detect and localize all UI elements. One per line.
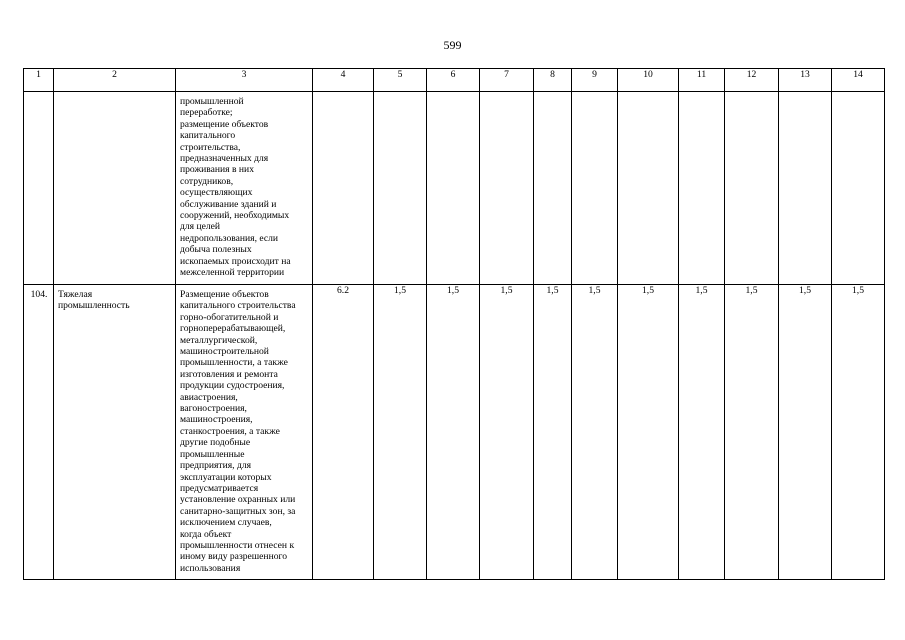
text-line: промышленности отнесен к (180, 539, 295, 551)
column-header: 13 (779, 69, 832, 92)
table-cell (54, 92, 176, 285)
text-line: строительства, (180, 141, 241, 153)
table-row-continuation (24, 92, 885, 285)
value-cell: 1,5 (374, 285, 427, 580)
column-header: 1 (24, 69, 54, 92)
column-header: 7 (480, 69, 534, 92)
table-cell (480, 92, 534, 285)
text-line: Размещение объектов (180, 289, 269, 300)
value-cell: 1,5 (534, 285, 572, 580)
table-cell (618, 92, 679, 285)
value-cell: 1,5 (679, 285, 725, 580)
column-header: 8 (534, 69, 572, 92)
column-header: 3 (176, 69, 313, 92)
value-cell: 1,5 (779, 285, 832, 580)
table-cell (572, 92, 618, 285)
text-line: санитарно-защитных зон, за (180, 505, 296, 517)
column-header: 10 (618, 69, 679, 92)
column-header: 12 (725, 69, 779, 92)
text-line: осуществляющих (180, 187, 253, 199)
text-line: Тяжелая (58, 289, 93, 300)
table-cell (779, 92, 832, 285)
regulation-table (23, 68, 885, 580)
value-cell: 1,5 (725, 285, 779, 580)
text-line: межселенной территории (180, 267, 285, 279)
text-line: исключением случаев, (180, 517, 272, 529)
value-cell: 1,5 (618, 285, 679, 580)
table-cell (832, 92, 885, 285)
table-cell (725, 92, 779, 285)
text-line: ископаемых происходит на (180, 255, 291, 267)
text-line: металлургической, (180, 334, 258, 346)
text-line: для целей (180, 221, 221, 233)
text-line: иному виду разрешенного (180, 551, 287, 563)
description-cell (176, 285, 313, 580)
column-header: 6 (427, 69, 480, 92)
column-header: 4 (313, 69, 374, 92)
text-line: сооружений, необходимых (180, 210, 290, 222)
text-line: предусматривается (180, 482, 259, 494)
column-header: 5 (374, 69, 427, 92)
row-number-cell (24, 285, 54, 580)
header-row (24, 69, 885, 92)
text-line: промышленности, а также (180, 357, 288, 369)
text-line: промышленной (180, 96, 244, 107)
text-line: другие подобные (180, 437, 251, 449)
value-cell: 1,5 (427, 285, 480, 580)
value-cell: 1,5 (832, 285, 885, 580)
text-line: авиастроения, (180, 391, 238, 403)
value-cell: 6.2 (313, 285, 374, 580)
table-cell (534, 92, 572, 285)
description-cell-continued (176, 92, 313, 285)
table-cell (24, 92, 54, 285)
text-line: обслуживание зданий и (180, 198, 277, 210)
text-line: промышленные (180, 448, 245, 460)
text-line: станкостроения, а также (180, 425, 280, 437)
text-line: предназначенных для (180, 153, 269, 165)
table-cell (374, 92, 427, 285)
text-line: добыча полезных (180, 244, 252, 256)
text-line: капитального (180, 130, 236, 142)
text-line: когда объект (180, 528, 232, 540)
table-cell (313, 92, 374, 285)
text-line: проживания в них (180, 164, 254, 176)
text-line: машиностроительной (180, 346, 269, 358)
text-line: переработке; (180, 107, 233, 119)
column-header: 2 (54, 69, 176, 92)
text-line: эксплуатации которых (180, 471, 272, 483)
text-line: размещение объектов (180, 118, 269, 130)
text-line: вагоностроения, (180, 403, 247, 415)
text-line: горноперерабатывающей, (180, 323, 286, 335)
table-row-104 (24, 285, 885, 580)
text-line: продукции судостроения, (180, 380, 285, 392)
column-header: 9 (572, 69, 618, 92)
value-cell: 1,5 (572, 285, 618, 580)
text-line: машиностроения, (180, 414, 253, 426)
text-line: изготовления и ремонта (180, 368, 278, 380)
text-line: использования (180, 562, 241, 574)
table-cell (679, 92, 725, 285)
text-line: сотрудников, (180, 175, 234, 187)
table-cell (427, 92, 480, 285)
land-use-name-cell (54, 285, 176, 580)
column-header: 11 (679, 69, 725, 92)
text-line: установление охранных или (180, 494, 296, 506)
text-line: предприятия, для (180, 460, 252, 472)
row-number: 104. (30, 289, 48, 300)
text-line: горно-обогатительной и (180, 311, 279, 323)
text-line: промышленность (58, 300, 130, 312)
text-line: недропользования, если (180, 232, 279, 244)
column-header: 14 (832, 69, 885, 92)
value-cell: 1,5 (480, 285, 534, 580)
page-number: 599 (443, 38, 462, 52)
text-line: капитального строительства (180, 300, 296, 312)
